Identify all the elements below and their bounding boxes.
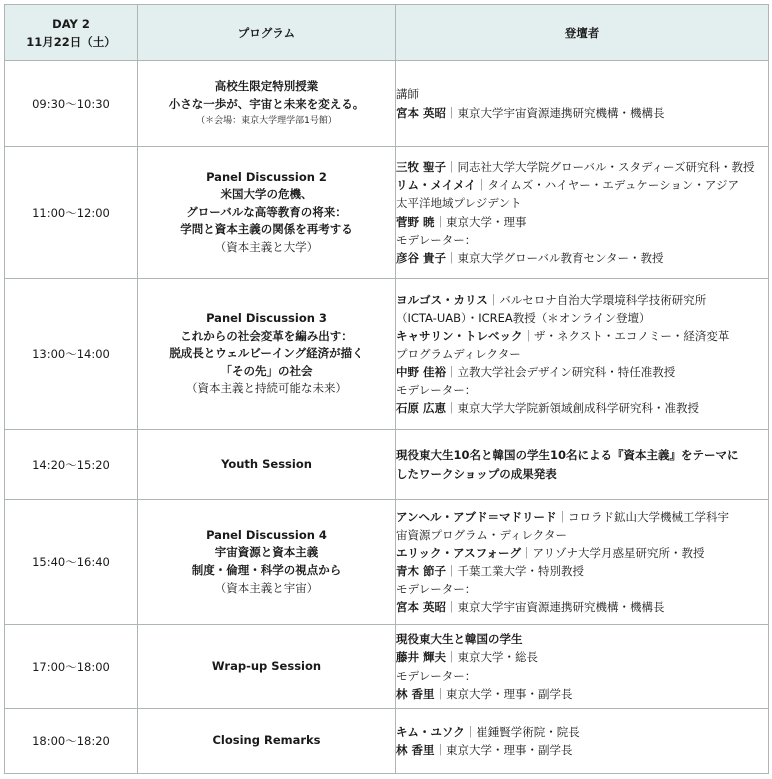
speaker-affiliation: 東京大学宇宙資源連携研究機構・機構長 <box>457 105 665 120</box>
session-program <box>138 625 396 709</box>
session-speakers <box>396 709 769 774</box>
speaker-line <box>396 291 768 309</box>
speaker-affiliation: 東京大学グローバル教育センター・教授 <box>457 250 664 265</box>
program-subtitle: （資本主義と大学） <box>214 239 319 254</box>
speaker-line <box>396 741 768 759</box>
speaker-name: 三牧 聖子 <box>396 160 447 175</box>
speaker-affiliation-cont: （ICTA-UAB）・ICREA教授（＊オンライン登壇） <box>396 310 651 325</box>
speaker-role: モデレーター： <box>396 383 477 398</box>
session-program <box>138 61 396 147</box>
program-title-line: Wrap-up Session <box>211 658 322 673</box>
speaker-affiliation: タイムズ・ハイヤー・エデュケーション・アジア <box>487 178 739 193</box>
separator: ｜ <box>446 564 458 578</box>
program-title-line: Panel Discussion 3 <box>206 311 327 326</box>
session-program <box>138 430 396 500</box>
session-time: 18:00～18:20 <box>5 709 138 774</box>
session-time: 09:30～10:30 <box>5 61 138 147</box>
separator: ｜ <box>446 250 458 265</box>
speaker-line <box>396 249 768 267</box>
session-program <box>138 147 396 279</box>
separator: ｜ <box>446 401 458 416</box>
program-title-line: Panel Discussion 4 <box>206 527 327 542</box>
separator: ｜ <box>446 650 458 665</box>
speaker-name: 石原 広恵 <box>396 401 447 416</box>
speaker-affiliation: 東京大学・理事・副学長 <box>446 686 573 701</box>
program-title-line: Panel Discussion 2 <box>206 169 327 184</box>
separator: ｜ <box>434 686 447 701</box>
separator: ｜ <box>446 600 458 615</box>
program-title-line: 宇宙資源と資本主義 <box>214 545 319 560</box>
table-row <box>5 279 769 430</box>
speaker-affiliation: 東京大学・総長 <box>457 650 539 665</box>
speaker-role: 講師 <box>396 87 419 102</box>
speaker-affiliation: 千葉工業大学・特別教授 <box>457 564 585 578</box>
separator: ｜ <box>487 292 500 307</box>
separator: ｜ <box>475 178 488 193</box>
session-speakers <box>396 147 769 279</box>
speaker-name: リム・メイメイ <box>396 178 476 193</box>
program-title-line: グローバルな高等教育の将来： <box>186 204 347 219</box>
speaker-role: モデレーター： <box>396 582 477 597</box>
speaker-line <box>396 399 768 417</box>
program-title-line: 高校生限定特別授業 <box>214 79 319 94</box>
speaker-role: モデレーター： <box>396 668 477 683</box>
speaker-name: 藤井 輝夫 <box>396 650 447 665</box>
header-day-label: DAY 2 <box>52 16 90 31</box>
table-row <box>5 500 769 625</box>
program-title-line: 脱成長とウェルビーイング経済が描く <box>169 346 364 361</box>
table-row <box>5 61 769 147</box>
speaker-affiliation: バルセロナ自治大学環境科学技術研究所 <box>499 292 707 307</box>
session-program <box>138 500 396 625</box>
table-row <box>5 147 769 279</box>
table-row <box>5 625 769 709</box>
speaker-line <box>396 723 768 741</box>
session-description: したワークショップの成果発表 <box>396 466 557 481</box>
speaker-line <box>396 213 768 231</box>
speaker-affiliation: ザ・ネクスト・エコノミー・経済変革 <box>534 328 730 343</box>
session-description: 現役東大生10名と韓国の学生10名による『資本主義』をテーマに <box>396 448 739 463</box>
speaker-affiliation-cont: 太平洋地域プレジデント <box>396 196 522 211</box>
speaker-name: 宮本 英昭 <box>396 600 447 615</box>
program-subtitle: （資本主義と宇宙） <box>214 580 319 595</box>
speaker-affiliation: 東京大学・理事・副学長 <box>446 743 573 757</box>
separator: ｜ <box>446 160 458 175</box>
session-speakers <box>396 430 769 500</box>
program-title-line: 学問と資本主義の関係を再考する <box>180 222 353 237</box>
session-speakers <box>396 625 769 709</box>
speaker-line <box>396 176 768 194</box>
program-title-line: Youth Session <box>221 456 312 471</box>
speaker-line <box>396 544 768 562</box>
speaker-line <box>396 327 768 345</box>
program-subtitle: （資本主義と持続可能な未来） <box>186 381 347 396</box>
speaker-affiliation: コロラド鉱山大学機械工学科宇 <box>568 509 730 524</box>
speaker-name: 中野 佳裕 <box>396 365 447 380</box>
speaker-line <box>396 598 768 616</box>
speaker-name: キム・ユソク <box>396 724 465 739</box>
speaker-name: エリック・アスフォーグ <box>396 545 522 560</box>
program-title-line: これからの社会変革を編み出す： <box>180 328 353 343</box>
speaker-affiliation: 東京大学宇宙資源連携研究機構・機構長 <box>457 600 665 615</box>
speaker-line <box>396 158 768 176</box>
speaker-line <box>396 508 768 526</box>
program-title-line: 米国大学の危機、 <box>220 187 313 202</box>
speaker-name: ヨルゴス・カリス <box>396 292 488 307</box>
separator: ｜ <box>522 328 534 343</box>
table-row <box>5 709 769 774</box>
program-title-line: 小さな一歩が、宇宙と未来を変える。 <box>168 97 365 111</box>
session-description: 現役東大生と韓国の学生 <box>396 632 523 647</box>
separator: ｜ <box>446 105 458 120</box>
speaker-name: 菅野 暁 <box>396 214 435 229</box>
table-row <box>5 430 769 500</box>
speaker-affiliation: 東京大学・理事 <box>446 214 527 229</box>
separator: ｜ <box>434 743 447 757</box>
speaker-affiliation-cont: 宙資源プログラム・ディレクター <box>396 527 568 542</box>
separator: ｜ <box>434 214 447 229</box>
session-program <box>138 709 396 774</box>
separator: ｜ <box>464 724 477 739</box>
session-time: 15:40～16:40 <box>5 500 138 625</box>
session-time: 11:00～12:00 <box>5 147 138 279</box>
header-program: プログラム <box>138 5 396 61</box>
session-speakers <box>396 61 769 147</box>
speaker-name: 宮本 英昭 <box>396 105 447 120</box>
header-row <box>5 5 769 61</box>
speaker-affiliation-cont: プログラムディレクター <box>396 346 521 361</box>
speaker-line <box>396 562 768 580</box>
program-title-line: 「その先」の社会 <box>220 363 313 378</box>
session-time: 13:00～14:00 <box>5 279 138 430</box>
session-speakers <box>396 279 769 430</box>
speaker-name: キャサリン・トレベック <box>396 328 523 343</box>
session-time: 14:20～15:20 <box>5 430 138 500</box>
header-date-label: 11月22日（土） <box>26 34 116 49</box>
speaker-affiliation: 同志社大学大学院グローバル・スタディーズ研究科・教授 <box>457 160 755 175</box>
header-speakers: 登壇者 <box>396 5 769 61</box>
speaker-line <box>396 685 768 703</box>
speaker-name: アンヘル・アブド＝マドリード <box>396 509 557 524</box>
speaker-name: 彦谷 貴子 <box>396 250 447 265</box>
speaker-affiliation: 立教大学社会デザイン研究科・特任准教授 <box>457 365 676 380</box>
speaker-name: 林 香里 <box>396 743 435 757</box>
speaker-affiliation: 崔鍾賢学術院・院長 <box>476 724 580 739</box>
session-speakers <box>396 500 769 625</box>
speaker-affiliation: 東京大学大学院新領域創成科学研究科・准教授 <box>457 401 700 416</box>
speaker-name: 青木 節子 <box>396 564 447 578</box>
separator: ｜ <box>521 545 533 560</box>
speaker-name: 林 香里 <box>396 686 435 701</box>
schedule-table <box>4 4 769 774</box>
program-title-line: 制度・倫理・科学の視点から <box>191 563 342 577</box>
separator: ｜ <box>556 509 569 524</box>
program-title-line: Closing Remarks <box>212 733 321 748</box>
speaker-affiliation: アリゾナ大学月惑星研究所・教授 <box>532 545 705 560</box>
speaker-role: モデレーター： <box>396 232 477 247</box>
session-time: 17:00～18:00 <box>5 625 138 709</box>
speaker-line <box>396 363 768 381</box>
session-program <box>138 279 396 430</box>
speaker-line <box>396 648 768 666</box>
speaker-line <box>396 104 768 122</box>
separator: ｜ <box>446 365 458 380</box>
program-venue-note: （＊会場：東京大学理学部1号館） <box>196 115 337 126</box>
header-day <box>5 5 138 61</box>
